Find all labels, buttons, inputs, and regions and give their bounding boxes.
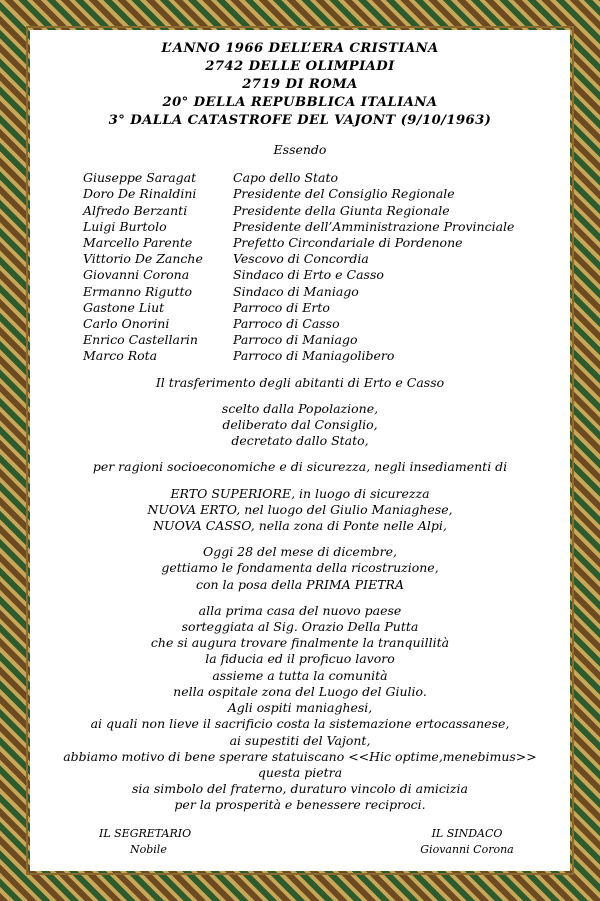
official-name: Vittorio De Zanche <box>83 251 203 267</box>
ceremony-line: Oggi 28 del mese di dicembre, <box>202 544 398 560</box>
official-name: Luigi Burtolo <box>83 218 167 234</box>
dedication-line: alla prima casa del nuovo paese <box>198 602 402 618</box>
essendo-label: Essendo <box>273 142 327 157</box>
official-row <box>83 203 564 219</box>
official-row <box>83 170 564 186</box>
dedication-line: sorteggiata al Sig. Orazio Della Putta <box>181 619 419 635</box>
official-row <box>83 332 564 348</box>
header-block <box>36 40 564 130</box>
official-role: Parroco di Maniago <box>233 332 358 348</box>
header-line: 2719 DI ROMA <box>242 77 358 92</box>
official-role: Sindaco di Erto e Casso <box>233 267 384 283</box>
official-name: Doro De Rinaldini <box>83 186 197 202</box>
official-name: Carlo Onorini <box>83 316 170 332</box>
official-name: Marco Rota <box>83 348 158 364</box>
official-name: Giuseppe Saragat <box>83 170 197 186</box>
official-role: Parroco di Erto <box>233 299 330 315</box>
official-role: Parroco di Casso <box>233 316 340 332</box>
dedication-line: per la prosperità e benessere reciproci. <box>174 797 426 813</box>
official-role: Prefetto Circondariale di Pordenone <box>233 235 463 251</box>
mayor-name: Giovanni Corona <box>420 843 514 856</box>
official-name: Gastone Liut <box>83 299 165 315</box>
dedication-line: ai quali non lieve il sacrificio costa la sistemazione ertocassanese, <box>90 716 510 732</box>
official-row <box>83 235 564 251</box>
official-row <box>83 219 564 235</box>
settlements-block <box>36 486 564 535</box>
decision-line: decretato dallo Stato, <box>231 433 369 449</box>
official-row <box>83 267 564 283</box>
official-role: Presidente del Consiglio Regionale <box>233 186 455 202</box>
header-line: 2742 DELLE OLIMPIADI <box>205 59 395 74</box>
header-line: L’ANNO 1966 DELL’ERA CRISTIANA <box>161 41 439 56</box>
settlement-line: NUOVA ERTO, nel luogo del Giulio Maniaghese, <box>147 501 453 517</box>
official-name: Enrico Castellarin <box>83 332 198 348</box>
official-role: Sindaco di Maniago <box>233 283 359 299</box>
dedication-line: assieme a tutta la comunità <box>212 667 388 683</box>
dedication-line: Agli ospiti maniaghesi, <box>227 700 373 716</box>
secretary-name: Nobile <box>130 843 167 856</box>
dedication-line: nella ospitale zona del Luogo del Giulio. <box>173 683 427 699</box>
document-body <box>36 40 564 814</box>
ceremony-line: gettiamo le fondamenta della ricostruzione, <box>161 560 439 576</box>
official-row <box>83 300 564 316</box>
official-row <box>83 316 564 332</box>
official-role: Vescovo di Concordia <box>233 251 369 267</box>
dedication-line: ai supestiti del Vajont, <box>229 732 371 748</box>
decision-line: scelto dalla Popolazione, <box>221 400 379 416</box>
official-row <box>83 186 564 202</box>
dedication-line: sia simbolo del fraterno, duraturo vincolo di amicizia <box>132 781 468 797</box>
official-name: Alfredo Berzanti <box>83 202 188 218</box>
dedication-line: che si augura trovare finalmente la tranquillità <box>150 635 450 651</box>
decision-line: deliberato dal Consiglio, <box>222 417 378 433</box>
official-row <box>83 251 564 267</box>
official-row <box>83 348 564 364</box>
official-name: Giovanni Corona <box>83 267 190 283</box>
transfer-line: Il trasferimento degli abitanti di Erto e Casso <box>155 374 445 390</box>
ceremony-block <box>36 544 564 593</box>
officials-list <box>83 170 564 364</box>
settlement-line: ERTO SUPERIORE, in luogo di sicurezza <box>170 485 430 501</box>
mayor-title: IL SINDACO <box>431 827 503 840</box>
dedication-line: la fiducia ed il proficuo lavoro <box>205 651 395 667</box>
official-row <box>83 284 564 300</box>
official-name: Marcello Parente <box>83 235 193 251</box>
settlement-line: NUOVA CASSO, nella zona di Ponte nelle Alpi, <box>153 518 447 534</box>
dedication-line: questa pietra <box>257 764 343 780</box>
official-name: Ermanno Rigutto <box>83 283 193 299</box>
decision-block <box>36 401 564 450</box>
dedication-block <box>36 603 564 814</box>
header-line: 3° DALLA CATASTROFE DEL VAJONT (9/10/1963) <box>108 113 492 128</box>
mayor-signature <box>412 826 522 858</box>
official-role: Presidente della Giunta Regionale <box>233 202 450 218</box>
ceremony-line: con la posa della PRIMA PIETRA <box>196 576 404 592</box>
header-line: 20° DELLA REPUBBLICA ITALIANA <box>162 95 438 110</box>
dedication-line: abbiamo motivo di bene sperare statuiscano <<Hic optime,menebimus>> <box>63 748 537 764</box>
official-role: Parroco di Maniagolibero <box>233 348 395 364</box>
official-role: Capo dello Stato <box>233 170 338 186</box>
secretary-signature <box>99 826 191 858</box>
secretary-title: IL SEGRETARIO <box>99 827 192 840</box>
official-role: Presidente dell’Amministrazione Provinciale <box>233 218 515 234</box>
reasons-line: per ragioni socioeconomiche e di sicurezza, negli insediamenti di <box>92 459 508 475</box>
